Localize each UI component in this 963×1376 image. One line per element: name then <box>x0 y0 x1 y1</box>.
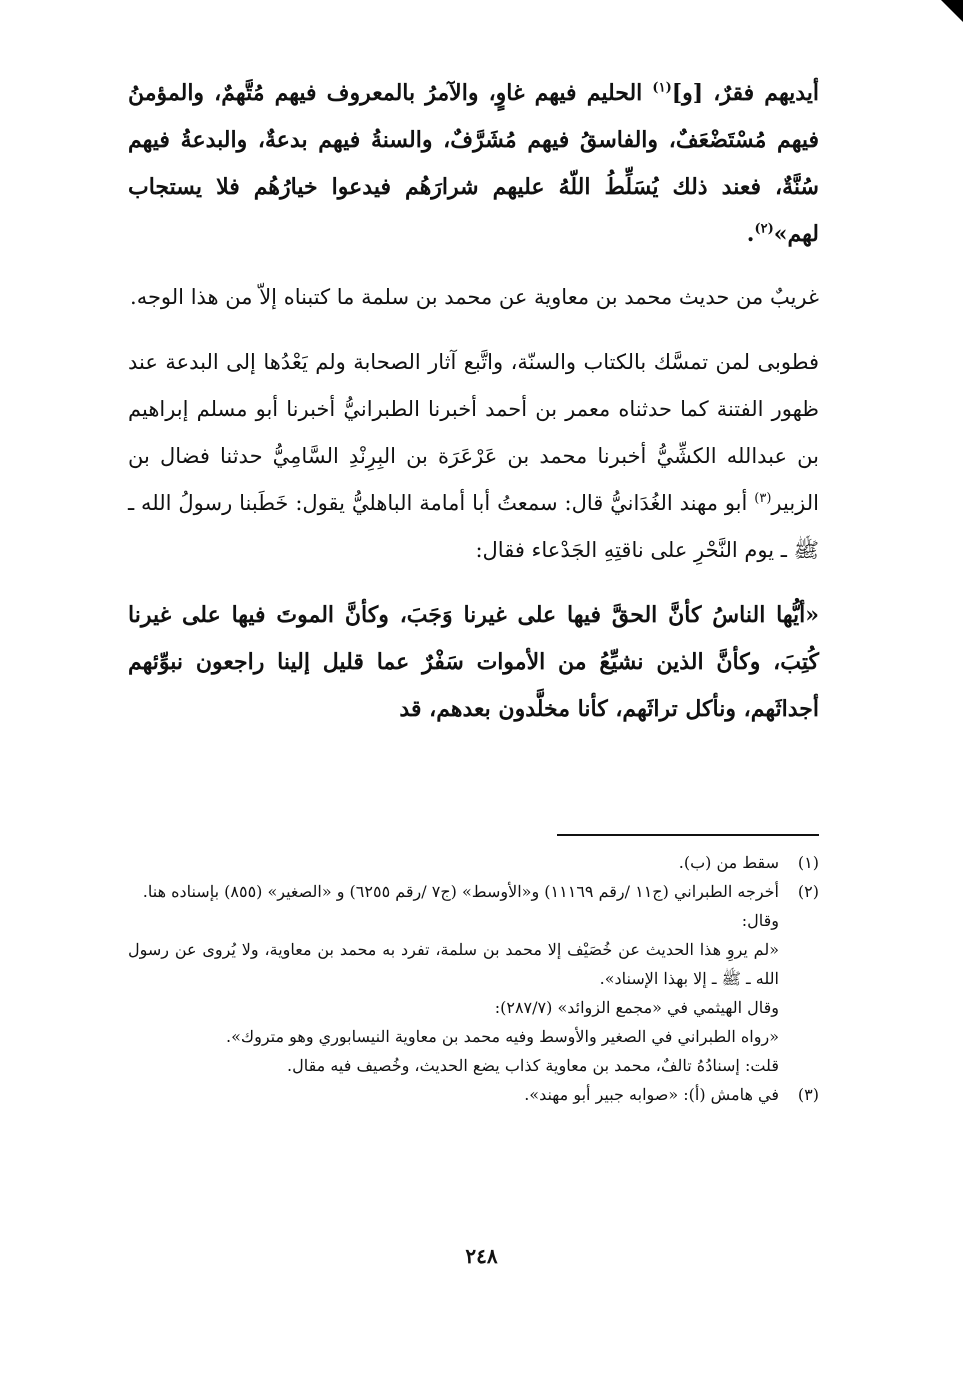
footnote-ref: (٢) <box>754 221 774 237</box>
paragraph-text: أيديهم فقرٌ، [و] <box>671 80 819 106</box>
footnote-line: «رواه الطبراني في الصغير والأوسط وفيه محمد بن معاوية النيسابوري وهو متروك». <box>226 1027 779 1046</box>
main-text <box>128 70 819 733</box>
paragraph-hadith: «أيُّها الناسُ كأنَّ الحقَّ فيها على غيرنا وَجَبَ، وكأنَّ الموتَ فيها على غيرنا كُتِبَ، وكأنَّ الذين نشيِّعُ من الأموات سَفْرٌ عما قليل إلينا راجعون نبوِّئهم أجداثَهم، ونأكل تراثَهم، كأنا مخلَّدون بعدهم، قد <box>128 602 819 722</box>
footnote-number: (١) <box>797 853 819 872</box>
footnote-line: أخرجه الطبراني (ج١١ /رقم ١١١٦٩) و«الأوسط» (ج٧ /رقم ٦٢٥٥) و «الصغير» (٨٥٥) بإسناده هنا. <box>142 882 779 901</box>
footnote-separator <box>557 834 819 836</box>
page-corner-mark <box>941 0 963 22</box>
footnote-line: قلت: إسنادُهُ تالفٌ، محمد بن معاوية كذاب يضع الحديث، وخُصيف فيه مقال. <box>286 1056 779 1075</box>
paragraph-isnad <box>128 339 819 574</box>
paragraph-commentary: غريبٌ من حديث محمد بن معاوية عن محمد بن سلمة ما كتبناه إلاّ من هذا الوجه. <box>130 285 819 309</box>
footnote-2 <box>128 877 819 1080</box>
footnote-body <box>128 877 779 1080</box>
footnote-number: (٢) <box>797 882 819 901</box>
paragraph-text: الحليم فيهم غاوٍ، والآمرُ بالمعروف فيهم مُتَّهمٌ، والمؤمنُ فيهم مُسْتَضْعَفٌ، والفاسقُ فيهم مُشَرَّفٌ، والسنةُ فيهم بدعةٌ، والبدعةُ فيهم سُنَّةٌ، فعند ذلك يُسَلِّطُ اللّهُ عليهم شرارَهُم فيدعوا خيارُهُم فلا يستجاب لهم» <box>128 80 819 247</box>
paragraph-text: أبو مهند الغُدَانيُّ قال: سمعتُ أبا أمامة الباهليُّ يقول: خَطَبنا رسولُ الله ـ ﷺ ـ يوم النَّحْرِ على ناقتِهِ الجَدْعاء فقال: <box>128 491 819 562</box>
paragraph-hadith-continuation <box>128 70 819 258</box>
footnote-line: وقال: <box>741 911 779 930</box>
footnote-1 <box>128 848 819 877</box>
footnote-line: وقال الهيثمي في «مجمع الزوائد» (٢٨٧/٧): <box>494 998 779 1017</box>
footnotes <box>128 848 819 1109</box>
footnote-ref: (٣) <box>754 491 772 506</box>
paragraph-text: . <box>746 221 755 247</box>
footnote-line: «لم يروِ هذا الحديث عن خُصَيْف إلا محمد بن سلمة، تفرد به محمد بن معاوية، ولا يُروى عن رسول الله ـ ﷺ ـ إلا بهذا الإسناد». <box>128 940 779 988</box>
footnote-body <box>128 848 779 877</box>
footnote-number: (٣) <box>797 1085 819 1104</box>
footnote-line: في هامش (أ): «صوابه جبير أبو مهند». <box>524 1085 779 1104</box>
footnote-body <box>128 1080 779 1109</box>
footnote-line: سقط من (ب). <box>678 853 779 872</box>
paragraph-text: فطوبى لمن تمسَّك بالكتاب والسنّة، واتَّبع آثار الصحابة ولم يَعْدُها إلى البدعة عند ظهور الفتنة كما حدثناه معمر بن أحمد أخبرنا الطبرانيُّ أخبرنا أبو مسلم إبراهيم بن عبدالله الكشِّيُّ أخبرنا محمد بن عَرْعَرَة بن البِرِنْدِ السَّامِيُّ حدثنا فضال بن الزبير <box>128 350 819 515</box>
footnote-ref: (١) <box>652 80 672 96</box>
footnote-3 <box>128 1080 819 1109</box>
page-number: ٢٤٨ <box>465 1244 498 1268</box>
